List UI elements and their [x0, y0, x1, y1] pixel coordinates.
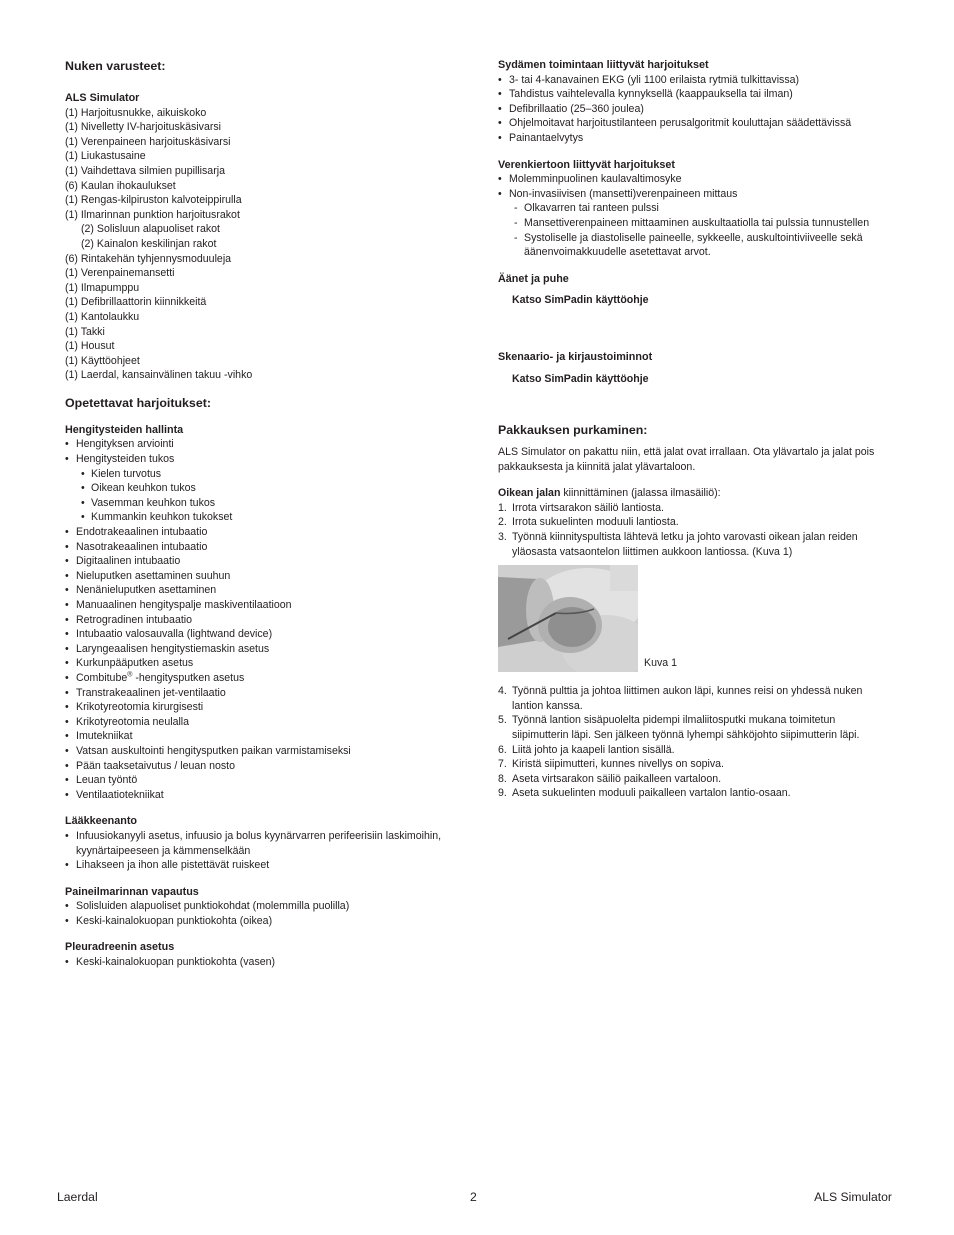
list-item: (1) Laerdal, kansainvälinen takuu -vihko	[65, 369, 253, 382]
list-item: • Molemminpuolinen kaulavaltimosyke	[498, 172, 898, 187]
list-item: (1) Käyttöohjeet	[65, 354, 140, 367]
list-item: • Defibrillaatio (25–360 joulea)	[498, 102, 898, 117]
list-item	[498, 757, 898, 772]
manikin-leg-illustration	[498, 565, 638, 672]
list-item: • Pään taaksetaivutus / leuan nosto	[65, 759, 455, 774]
list-item: (1) Harjoitusnukke, aikuiskoko	[65, 106, 207, 119]
list-item: • Manuaalinen hengityspalje maskiventilaatioon	[65, 598, 455, 613]
list-item: (6) Rintakehän tyhjennysmoduuleja	[65, 252, 232, 265]
list-item: • Non-invasiivisen (mansetti)verenpaineen mittaus	[498, 187, 898, 202]
list-item: • Vasemman keuhkon tukos	[65, 496, 455, 511]
list-item: (1) Verenpaineen harjoituskäsivarsi	[65, 135, 231, 148]
list-item: • Painantaelvytys	[498, 131, 898, 146]
footer-brand: Laerdal	[57, 1190, 98, 1204]
scenario-reference: Katso SimPadin käyttöohje	[512, 372, 649, 385]
equipment-subheading: ALS Simulator	[65, 92, 140, 104]
registered-mark: ®	[127, 671, 133, 679]
right-column	[498, 58, 898, 801]
step-text: Liitä johto ja kaapeli lantion sisällä.	[512, 743, 675, 756]
step-number: 4.	[498, 685, 507, 698]
list-item: (2) Solisluun alapuoliset rakot	[81, 223, 220, 236]
figure-caption: Kuva 1	[644, 656, 677, 669]
step-number: 5.	[498, 714, 507, 727]
list-item: • Tahdistus vaihtelevalla kynnyksellä (kaappauksella tai ilman)	[498, 87, 898, 102]
page-number: 2	[470, 1190, 477, 1204]
list-item: • Endotrakeaalinen intubaatio	[65, 525, 455, 540]
list-item: • Laryngeaalisen hengitystiemaskin asetus	[65, 642, 455, 657]
list-item: (1) Nivelletty IV-harjoituskäsivarsi	[65, 121, 222, 134]
list-item: • Nasotrakeaalinen intubaatio	[65, 540, 455, 555]
list-item: • Kielen turvotus	[65, 467, 455, 482]
step-text: Työnnä pulttia ja johtoa liittimen aukon läpi, kunnes reisi on yhdessä nuken lantion kanssa.	[512, 685, 863, 712]
list-item: • 3- tai 4-kanavainen EKG (yli 1100 erilaista rytmiä tulkittavissa)	[498, 73, 898, 88]
list-item: • Transtrakeaalinen jet-ventilaatio	[65, 686, 455, 701]
list-item: (1) Ilmarinnan punktion harjoitusrakot	[65, 208, 240, 221]
list-item: (1) Rengas-kilpiruston kalvoteippirulla	[65, 194, 242, 207]
step-number: 1.	[498, 501, 507, 514]
list-item: (1) Verenpainemansetti	[65, 267, 175, 280]
list-item	[498, 530, 878, 559]
step-number: 6.	[498, 743, 507, 756]
list-item: • Digitaalinen intubaatio	[65, 554, 455, 569]
manikin-leg-photo	[498, 565, 638, 672]
list-item	[498, 786, 898, 801]
step-number: 7.	[498, 758, 507, 771]
list-item	[498, 713, 883, 742]
list-item: • Ventilaatiotekniikat	[65, 788, 455, 803]
step-text: Aseta sukuelinten moduuli paikalleen vartalon lantio-osaan.	[512, 787, 791, 800]
list-item: • Lihakseen ja ihon alle pistettävät ruiskeet	[65, 858, 455, 873]
right-leg-intro	[498, 486, 898, 501]
step-text: Irrota sukuelinten moduuli lantiosta.	[512, 516, 679, 529]
airway-list	[65, 437, 455, 802]
list-item	[498, 684, 878, 713]
list-item: • Retrogradinen intubaatio	[65, 613, 455, 628]
list-item: • Krikotyreotomia neulalla	[65, 715, 455, 730]
list-item: (2) Kainalon keskilinjan rakot	[81, 237, 217, 250]
step-text: Työnnä lantion sisäpuolelta pidempi ilmaliitosputki mukana toimitetun siipimutterin läpi. Sen jälkeen työnnä lyhempi sähköjohto siipimutterin läpi.	[512, 714, 860, 742]
list-item: • Intubaatio valosauvalla (lightwand device)	[65, 627, 455, 642]
sounds-heading: Äänet ja puhe	[498, 272, 569, 285]
unpack-paragraph: ALS Simulator on pakattu niin, että jalat ovat irrallaan. Ota ylävartalo ja jalat pois pakkauksesta ja kiinnitä jalat ylävartaloon.	[498, 446, 875, 473]
unpack-heading: Pakkauksen purkaminen:	[498, 423, 648, 438]
decompression-heading: Paineilmarinnan vapautus	[65, 885, 199, 898]
list-item: • Solisluiden alapuoliset punktiokohdat (molemmilla puolilla)	[65, 899, 455, 914]
list-item: • Infuusiokanyyli asetus, infuusio ja bolus kyynärvarren perifeerisiin laskimoihin, kyynärtaipeeseen ja kämmenselkään	[65, 829, 450, 858]
sounds-reference: Katso SimPadin käyttöohje	[512, 294, 649, 307]
list-item: • Keski-kainalokuopan punktiokohta (oikea)	[65, 914, 455, 929]
step-number: 8.	[498, 772, 507, 785]
list-item: • Nieluputken asettaminen suuhun	[65, 569, 455, 584]
list-item: • Oikean keuhkon tukos	[65, 481, 455, 496]
right-leg-bold: Oikean jalan	[498, 487, 561, 500]
combitube-name: Combitube	[76, 671, 128, 684]
footer-product: ALS Simulator	[814, 1190, 892, 1204]
list-item	[498, 743, 898, 758]
list-item: (1) Liukastusaine	[65, 150, 146, 163]
list-item: • Imutekniikat	[65, 729, 455, 744]
list-item: • Kummankin keuhkon tukokset	[65, 510, 455, 525]
list-item: • Krikotyreotomia kirurgisesti	[65, 700, 455, 715]
list-item: (1) Ilmapumppu	[65, 281, 140, 294]
step-number: 3.	[498, 531, 507, 544]
chest-tube-heading: Pleuradreenin asetus	[65, 941, 175, 954]
combitube-rest: -hengitysputken asetus	[132, 671, 245, 684]
list-item: • Hengitysteiden tukos	[65, 452, 455, 467]
step-text: Irrota virtsarakon säiliö lantiosta.	[512, 501, 664, 514]
meds-heading: Lääkkeenanto	[65, 815, 138, 828]
step-text: Työnnä kiinnityspultista lähtevä letku ja johto varovasti oikean jalan reiden yläosasta vatsaontelon liittimen aukkoon lantiossa. (Kuva 1)	[512, 531, 858, 558]
list-item: • Kurkunpääputken asetus	[65, 656, 455, 671]
scenario-heading: Skenaario- ja kirjaustoiminnot	[498, 350, 653, 363]
list-item: - Systoliselle ja diastoliselle paineelle, sykkeelle, auskultointiviiveelle sekä äänenvoimakkuudelle asetettavat arvot.	[498, 231, 883, 260]
list-item: - Olkavarren tai ranteen pulssi	[498, 201, 898, 216]
right-leg-rest: kiinnittäminen (jalassa ilmasäiliö):	[560, 487, 721, 500]
figure-1	[498, 565, 898, 672]
list-item: • Ohjelmoitavat harjoitustilanteen perusalgoritmit kouluttajan säädettävissä	[498, 116, 898, 131]
step-number: 2.	[498, 516, 507, 529]
equipment-heading: Nuken varusteet:	[65, 59, 166, 73]
step-text: Kiristä siipimutteri, kunnes nivellys on sopiva.	[512, 758, 724, 771]
step-text: Aseta virtsarakon säiliö paikalleen vartaloon.	[512, 772, 722, 785]
airway-heading: Hengitysteiden hallinta	[65, 423, 184, 436]
list-item: • Vatsan auskultointi hengitysputken paikan varmistamiseksi	[65, 744, 455, 759]
training-heading: Opetettavat harjoitukset:	[65, 395, 211, 410]
list-item: • Leuan työntö	[65, 773, 455, 788]
list-item: (6) Kaulan ihokaulukset	[65, 179, 176, 192]
list-item: (1) Kantolaukku	[65, 310, 140, 323]
cardiac-heading: Sydämen toimintaan liittyvät harjoitukset	[498, 59, 709, 71]
list-item: (1) Vaihdettava silmien pupillisarja	[65, 164, 225, 177]
list-item: • Keski-kainalokuopan punktiokohta (vasen)	[65, 955, 455, 970]
list-item: (1) Housut	[65, 340, 115, 353]
list-item	[498, 772, 898, 787]
list-item: - Mansettiverenpaineen mittaaminen auskultaatiolla tai pulssia tunnustellen	[498, 216, 898, 231]
list-item: • Hengityksen arviointi	[65, 437, 455, 452]
circulation-heading: Verenkiertoon liittyvät harjoitukset	[498, 158, 675, 171]
list-item	[65, 671, 455, 686]
list-item: (1) Takki	[65, 325, 105, 338]
list-item	[498, 515, 898, 530]
step-number: 9.	[498, 787, 507, 800]
list-item: • Nenänieluputken asettaminen	[65, 583, 455, 598]
equipment-list	[65, 106, 455, 383]
list-item: (1) Defibrillaattorin kiinnikkeitä	[65, 296, 207, 309]
left-column	[65, 58, 455, 970]
list-item	[498, 501, 898, 516]
